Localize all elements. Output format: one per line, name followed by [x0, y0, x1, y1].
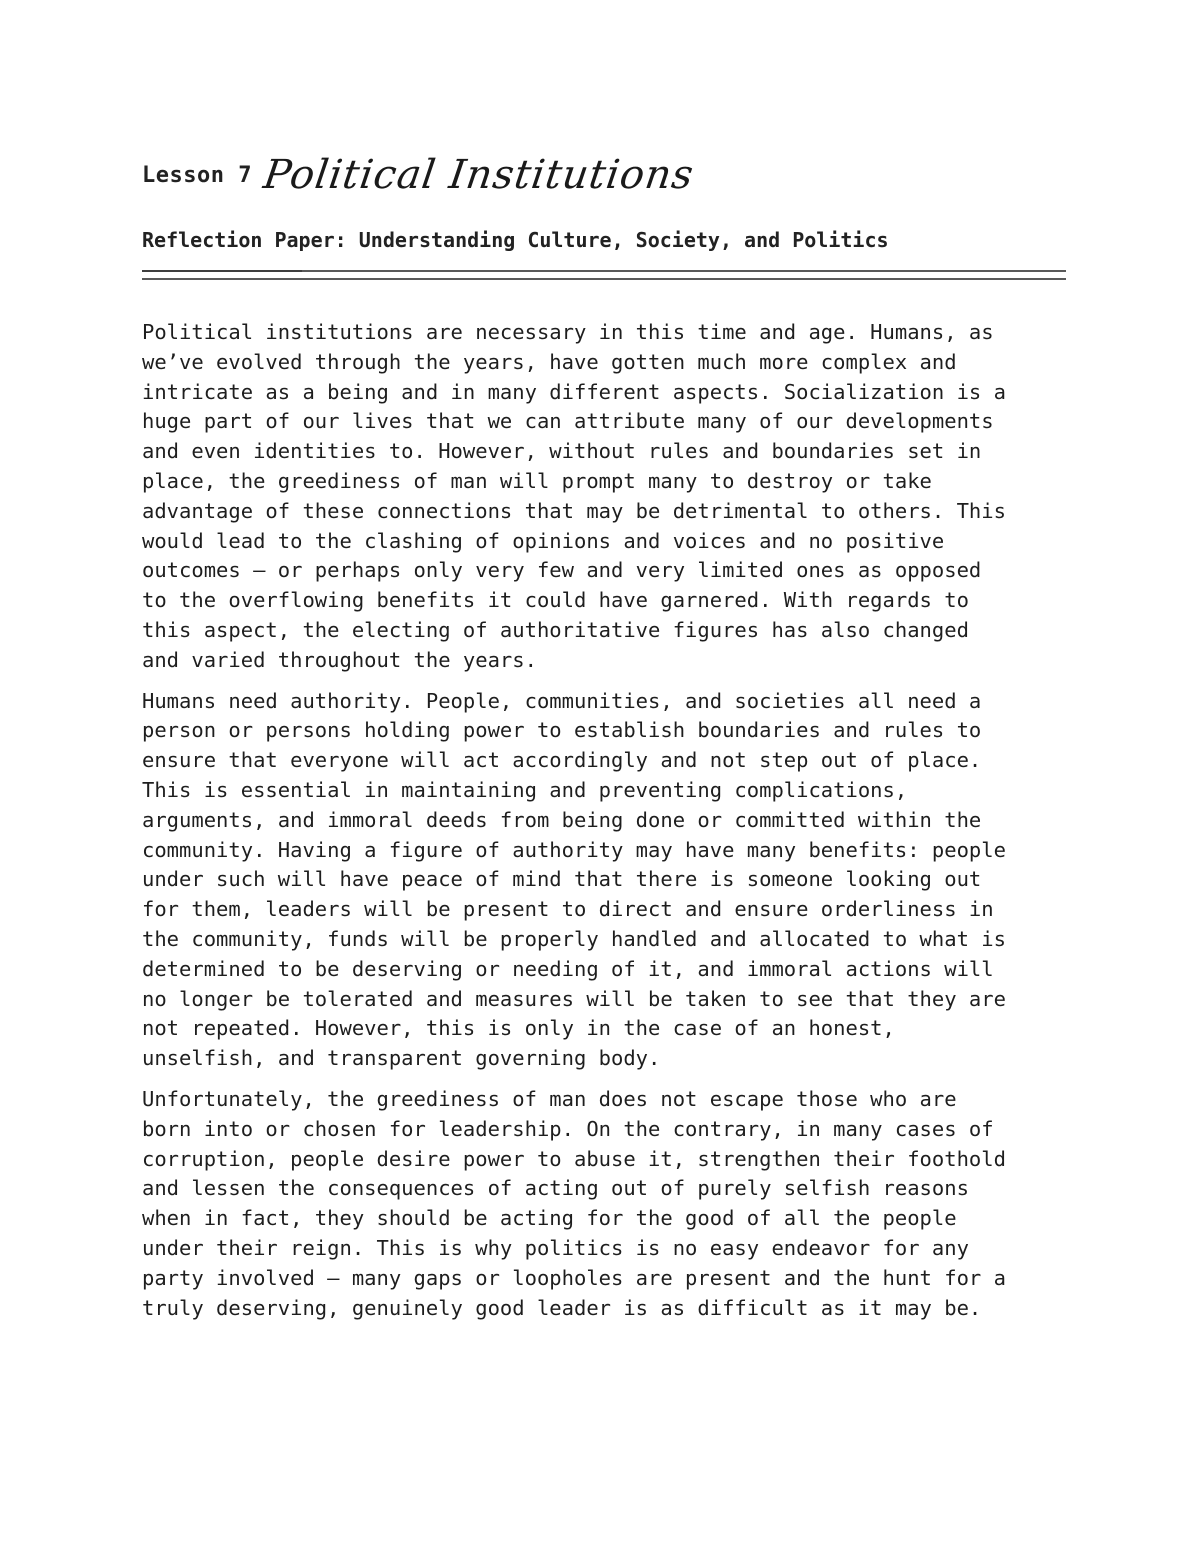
paragraph-2: Humans need authority. People, communities, and societies all need a person or persons holding power to establish boundaries and rules to ensure that everyone will act accordingly and not step out of place. This is essential in maintaining and preventing complications, arguments, and immoral deeds from being done or committed within the community. Having a figure of authority may have many benefits: people under such will have peace of mind that there is someone looking out for them, leaders will be present to direct and ensure orderliness in the community, funds will be properly handled and allocated to what is determined to be deserving or needing of it, and immoral actions will no longer be tolerated and measures will be taken to see that they are not repeated. However, this is only in the case of an honest, unselfish, and transparent governing body.: [142, 688, 1006, 1071]
document-subtitle: Reflection Paper: Understanding Culture, Society, and Politics: [142, 228, 889, 252]
divider-lines: [142, 266, 1066, 286]
document-body: [142, 318, 1062, 1334]
paragraph-3: Unfortunately, the greediness of man does not escape those who are born into or chosen for leadership. On the contrary, in many cases of corruption, people desire power to abuse it, strengthen their foothold and lessen the consequences of acting out of purely selfish reasons when in fact, they should be acting for the good of all the people under their reign. This is why politics is no easy endeavor for any party involved – many gaps or loopholes are present and the hunt for a truly deserving, genuinely good leader is as difficult as it may be.: [142, 1086, 1006, 1320]
lesson-number: Lesson 7: [142, 162, 252, 188]
document-heading: [142, 140, 697, 210]
lesson-title: Political Institutions: [260, 152, 697, 198]
paragraph-1: Political institutions are necessary in this time and age. Humans, as we’ve evolved through the years, have gotten much more complex and intricate as a being and in many different aspects. Socialization is a huge part of our lives that we can attribute many of our developments and even identities to. However, without rules and boundaries set in place, the greediness of man will prompt many to destroy or take advantage of these connections that may be detrimental to others. This would lead to the clashing of opinions and voices and no positive outcomes – or perhaps only very few and very limited ones as opposed to the overflowing benefits it could have garnered. With regards to this aspect, the electing of authoritative figures has also changed and varied throughout the years.: [142, 320, 1006, 672]
